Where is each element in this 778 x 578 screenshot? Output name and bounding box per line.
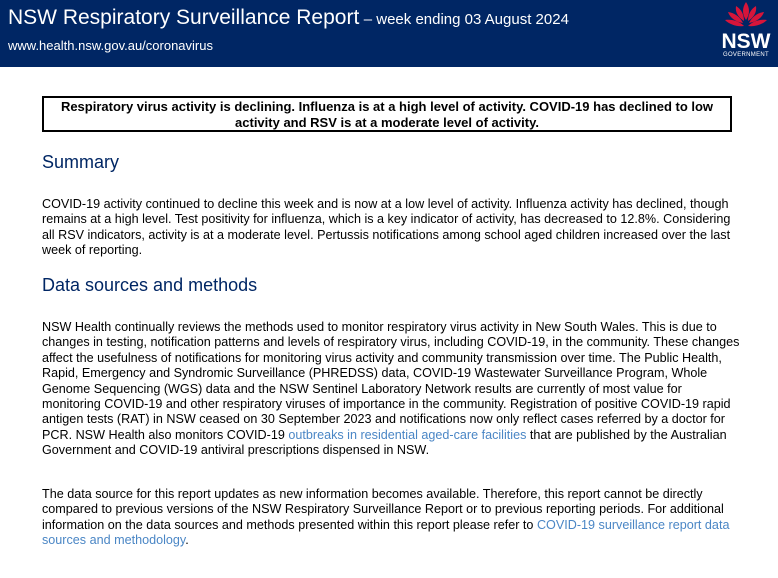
waratah-icon — [716, 0, 776, 32]
nsw-government-logo — [716, 0, 776, 64]
methods-p1-text: NSW Health continually reviews the methods used to monitor respiratory virus activity in New South Wales. This is due to changes in testing, notification patterns and levels of respiratory virus, including COVID-19, in the community. These changes affect the usefulness of notifications for monitoring virus activity and community transmission over time. The Public Health, Rapid, Emergency and Syndromic Surveillance (PHREDSS) data, COVID-19 Wastewater Surveillance Program, Whole Genome Sequencing (WGS) data and the NSW Sentinel Laboratory Network results are currently of most value for monitoring COVID-19 and other respiratory viruses of importance in the community. Registration of positive COVID-19 rapid antigen tests (RAT) in NSW ceased on 30 September 2023 and notifications now only reflect cases referred by a doctor for PCR. NSW Health also monitors COVID-19 — [42, 320, 740, 442]
methodology-link[interactable]: COVID-19 surveillance report data sources and methodology — [42, 517, 730, 548]
report-title-period: – week ending 03 August 2024 — [363, 11, 569, 28]
report-title — [8, 6, 569, 30]
methods-p2-text-end: . — [185, 533, 189, 548]
header-url: www.health.nsw.gov.au/coronavirus — [8, 38, 213, 53]
logo-nsw-text: NSW — [721, 30, 771, 53]
methods-heading: Data sources and methods — [42, 275, 258, 295]
logo-government-text: GOVERNMENT — [722, 52, 769, 58]
summary-heading: Summary — [42, 152, 120, 172]
report-title-main: NSW Respiratory Surveillance Report — [8, 6, 360, 29]
methods-paragraph-2 — [42, 487, 742, 549]
header-banner — [0, 0, 778, 67]
methods-p2-text: The data source for this report updates as new information becomes available. Therefore, this report cannot be directly compared to previous versions of the NSW Respiratory Surveillance Report or to previous reporting periods. For additional information on the data sources and methods presented within this report please refer to — [42, 487, 724, 532]
aged-care-outbreaks-link[interactable]: outbreaks in residential aged-care facilities — [288, 427, 527, 442]
methods-p1-text-end: that are published by the Australian Government and COVID-19 antiviral prescriptions dispensed in NSW. — [42, 427, 727, 458]
key-message-box: Respiratory virus activity is declining. Influenza is at a high level of activity. COVID-19 has declined to low activity and RSV is at a moderate level of activity. — [42, 96, 732, 132]
summary-paragraph: COVID-19 activity continued to decline this week and is now at a low level of activity. Influenza activity has declined, though remains at a high level. Test positivity for influenza, which is a key indicator of activity, has decreased to 12.8%. Considering all RSV indicators, activity is at a moderate level. Pertussis notifications among school aged children increased over the last week of reporting. — [42, 197, 731, 258]
methods-paragraph-1 — [42, 320, 742, 459]
